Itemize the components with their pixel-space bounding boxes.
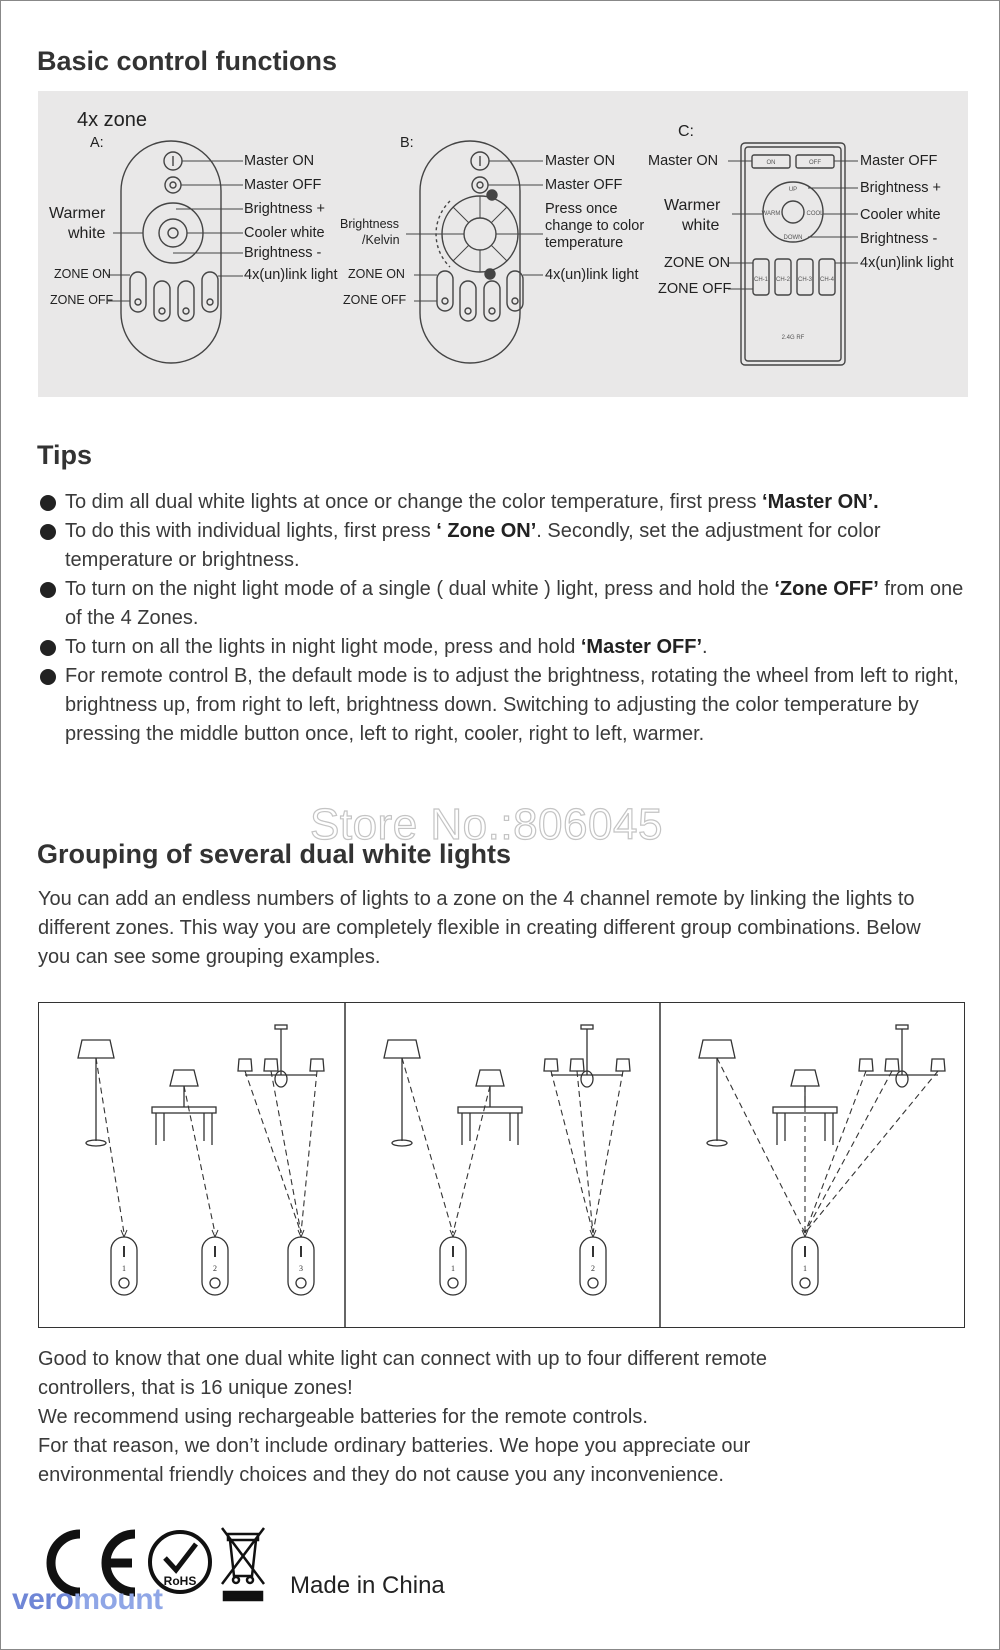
tip-item: To turn on all the lights in night light mode, press and hold ‘Master OFF’. [38, 633, 978, 662]
c-ch1: CH-1 [753, 277, 769, 283]
b-master-off: Master OFF [545, 177, 623, 193]
a-white: white [68, 225, 106, 242]
arrow-head-icon [212, 1230, 218, 1237]
c-zone-on: ZONE ON [664, 255, 731, 271]
brand-part-2: mount [73, 1583, 163, 1616]
a-master-off: Master OFF [244, 177, 322, 193]
c-ch2: CH-2 [775, 277, 791, 283]
mini-remote-number: 2 [591, 1264, 595, 1273]
mini-remote-icon [792, 1237, 818, 1295]
brand-part-1: vero [12, 1583, 74, 1616]
table-icon [458, 1107, 522, 1113]
footer-paragraph [38, 1345, 968, 1490]
grouping-example-2 [384, 1025, 630, 1295]
a-zone-on: ZONE ON [54, 267, 111, 281]
mini-remote-icon [202, 1237, 228, 1295]
b-master-on: Master ON [545, 153, 616, 169]
chandelier-bulb [931, 1059, 945, 1071]
bullet-icon [40, 495, 56, 511]
footer-line-3: For that reason, we don’t include ordinary batteries. We hope you appreciate our environmental friendly choices and they do not cause you any inconvenience. [38, 1435, 751, 1486]
bullet-icon [40, 582, 56, 598]
mini-remote-number: 3 [299, 1264, 303, 1273]
floor-lamp-icon [384, 1040, 420, 1058]
chandelier-bulb [238, 1059, 252, 1071]
b-press-once: Press once [545, 201, 618, 217]
brand-logo [12, 1583, 163, 1617]
link-line [593, 1071, 623, 1233]
c-cooler-white: Cooler white [860, 207, 941, 223]
chandelier-bulb [616, 1059, 630, 1071]
store-watermark: Store No.:806045 [310, 800, 663, 849]
heading-tips: Tips [37, 440, 93, 470]
link-line [551, 1071, 593, 1233]
mini-remote-number: 1 [122, 1264, 126, 1273]
c-master-on: Master ON [648, 153, 719, 169]
remotes-drawing [38, 91, 968, 397]
b-brightness: Brightness [340, 217, 400, 231]
tips-list [38, 488, 978, 749]
chandelier-bulb [310, 1059, 324, 1071]
a-zone-off: ZONE OFF [50, 293, 114, 307]
bullet-icon [40, 640, 56, 656]
b-zone-on: ZONE ON [348, 267, 405, 281]
grouping-example-3 [699, 1025, 945, 1295]
chandelier-icon [275, 1025, 287, 1029]
tip-item: To turn on the night light mode of a single ( dual white ) light, press and hold the ‘Zone OFF’ from one of the 4 Zones. [38, 575, 978, 633]
c-brand-mark: 2.4G RF [781, 335, 805, 341]
link-line [301, 1071, 317, 1233]
c-ch3: CH-3 [797, 277, 813, 283]
link-line [805, 1071, 892, 1233]
chandelier-bulb [544, 1059, 558, 1071]
table-lamp-icon [791, 1070, 819, 1086]
mini-remote-number: 1 [803, 1264, 807, 1273]
footer-line-2: We recommend using rechargeable batteries for the remote controls. [38, 1406, 648, 1428]
mini-remote-icon [440, 1237, 466, 1295]
b-kelvin: /Kelvin [362, 233, 400, 247]
c-warmer: Warmer [664, 197, 721, 214]
c-btn-on-label: ON [766, 160, 776, 166]
a-brightness-plus: Brightness + [244, 201, 326, 217]
tip-item: To dim all dual white lights at once or change the color temperature, first press ‘Master ON’. [38, 488, 978, 517]
b-zone-off: ZONE OFF [343, 293, 407, 307]
c-brightness-minus: Brightness - [860, 231, 938, 247]
c-wheel-up: UP [788, 187, 798, 193]
heading-grouping: Grouping of several dual white lights [37, 839, 512, 869]
tip-item: To do this with individual lights, first press ‘ Zone ON’. Secondly, set the adjustment for color temperature or brightness. [38, 517, 978, 575]
remote-c [728, 143, 858, 365]
footer-line-1: Good to know that one dual white light can connect with up to four different remote controllers, that is 16 unique zones! [38, 1348, 767, 1399]
bullet-icon [40, 524, 56, 540]
chandelier-bulb [264, 1059, 278, 1071]
mini-remote-number: 1 [451, 1264, 455, 1273]
c-brightness-plus: Brightness + [860, 180, 942, 196]
c-link: 4x(un)link light [860, 255, 954, 271]
a-cooler-white: Cooler white [244, 225, 325, 241]
svg-text:RoHS: RoHS [163, 1574, 197, 1588]
c-wheel-cool: COOL [806, 211, 824, 217]
grouping-example-1 [78, 1025, 324, 1295]
c-white: white [682, 217, 720, 234]
chandelier-icon [896, 1025, 908, 1029]
table-lamp-icon [476, 1070, 504, 1086]
a-master-on: Master ON [244, 153, 315, 169]
bullet-icon [40, 669, 56, 685]
link-line [805, 1071, 866, 1233]
c-ch4: CH-4 [819, 277, 835, 283]
link-line [577, 1071, 593, 1233]
floor-lamp-icon [78, 1040, 114, 1058]
a-link: 4x(un)link light [244, 267, 338, 283]
link-line [271, 1071, 301, 1233]
chandelier-bulb [885, 1059, 899, 1071]
chandelier-bulb [859, 1059, 873, 1071]
c-btn-off-label: OFF [809, 160, 821, 166]
remote-b [406, 141, 543, 363]
made-in-china: Made in China [290, 1572, 445, 1599]
grouping-paragraph: You can add an endless numbers of lights to a zone on the 4 channel remote by linking the lights to different zones. This way you are completely flexible in creating different group combinations. Below you can see some grouping examples. [38, 888, 921, 968]
c-wheel-down: DOWN [783, 235, 803, 241]
remote-b-letter: B: [400, 135, 414, 151]
table-lamp-icon [170, 1070, 198, 1086]
b-temperature: temperature [545, 235, 624, 251]
remote-c-letter: C: [678, 123, 694, 140]
heading-basic-control: Basic control functions [37, 46, 338, 76]
floor-lamp-icon [699, 1040, 735, 1058]
chandelier-icon [581, 1025, 593, 1029]
grouping-examples [38, 1002, 965, 1328]
mini-remote-number: 2 [213, 1264, 217, 1273]
link-line [805, 1071, 938, 1233]
c-master-off: Master OFF [860, 153, 938, 169]
grouping-drawing [39, 1003, 964, 1327]
weee-bin-icon [222, 1528, 264, 1600]
remote-c-small-labels [754, 160, 835, 341]
a-brightness-minus: Brightness - [244, 245, 322, 261]
mini-remote-icon [288, 1237, 314, 1295]
c-wheel-warm: WARM [761, 211, 781, 217]
link-line [184, 1086, 215, 1233]
b-change-to: change to color [545, 218, 645, 234]
chandelier-bulb [570, 1059, 584, 1071]
a-warmer: Warmer [49, 205, 106, 222]
tip-item: For remote control B, the default mode is to adjust the brightness, rotating the wheel from left to right, brightness up, from right to left, brightness down. Switching to adjusting the color temperature by pressing the middle button once, left to right, cooler, right to left, warmer. [38, 662, 978, 749]
remote-a [108, 141, 243, 363]
c-zone-off: ZONE OFF [658, 281, 732, 297]
table-icon [152, 1107, 216, 1113]
mini-remote-icon [580, 1237, 606, 1295]
link-line [245, 1071, 301, 1233]
remotes-panel [38, 91, 968, 397]
zone-title: 4x zone [77, 109, 148, 131]
b-link: 4x(un)link light [545, 267, 639, 283]
mini-remote-icon [111, 1237, 137, 1295]
remote-a-letter: A: [90, 135, 104, 151]
